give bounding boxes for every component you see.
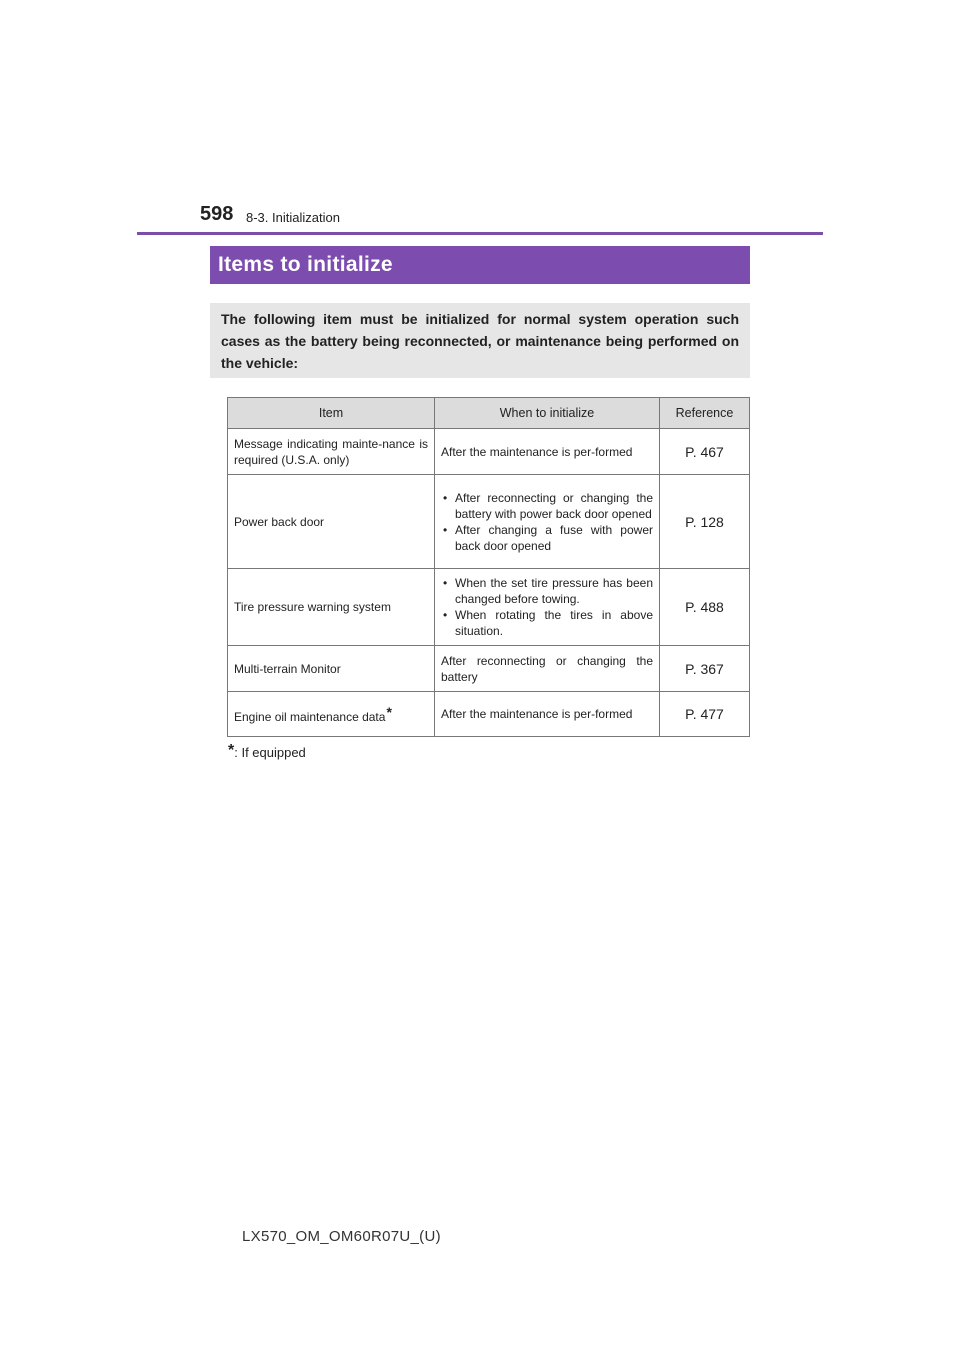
table-row [228,692,750,737]
intro-text: The following item must be initialized for normal system operation such cases as the battery being reconnected, or maintenance being performed on the vehicle: [221,311,739,371]
header-rule [137,232,823,235]
footnote-mark: * [228,742,235,759]
when-bullet-list [441,575,653,639]
page-number: 598 [200,203,234,225]
document-code: LX570_OM_OM60R07U_(U) [242,1228,441,1245]
item-cell: Multi-terrain Monitor [228,646,435,692]
list-item: • After changing a fuse with power back door opened [441,522,653,554]
footnote [228,742,306,760]
table-header-row [228,398,750,429]
column-header-item: Item [228,398,435,429]
item-label: Engine oil maintenance data [234,709,386,724]
if-equipped-mark: * [386,703,392,720]
when-cell [435,569,660,646]
list-item: • When the set tire pressure has been changed before towing. [441,575,653,607]
table-row [228,646,750,692]
table-row [228,475,750,569]
reference-link[interactable]: P. 477 [660,692,750,737]
reference-link[interactable]: P. 488 [660,569,750,646]
item-cell [228,692,435,737]
list-item: • After reconnecting or changing the battery with power back door opened [441,490,653,522]
reference-link[interactable]: P. 128 [660,475,750,569]
reference-link[interactable]: P. 367 [660,646,750,692]
table-row [228,569,750,646]
when-bullet-list [441,490,653,554]
title-bar [210,246,750,284]
when-cell: After the maintenance is per-formed [435,692,660,737]
list-item: • When rotating the tires in above situation. [441,607,653,639]
item-cell: Message indicating mainte-nance is required (U.S.A. only) [228,429,435,475]
item-cell: Tire pressure warning system [228,569,435,646]
column-header-reference: Reference [660,398,750,429]
intro-box [210,303,750,378]
column-header-when: When to initialize [435,398,660,429]
when-cell [435,475,660,569]
page-title: Items to initialize [218,253,393,276]
section-label: 8-3. Initialization [246,210,340,225]
when-cell: After reconnecting or changing the battery [435,646,660,692]
footnote-text: : If equipped [234,745,306,760]
table-row [228,429,750,475]
item-cell: Power back door [228,475,435,569]
when-cell: After the maintenance is per-formed [435,429,660,475]
initialization-table [227,397,750,737]
reference-link[interactable]: P. 467 [660,429,750,475]
